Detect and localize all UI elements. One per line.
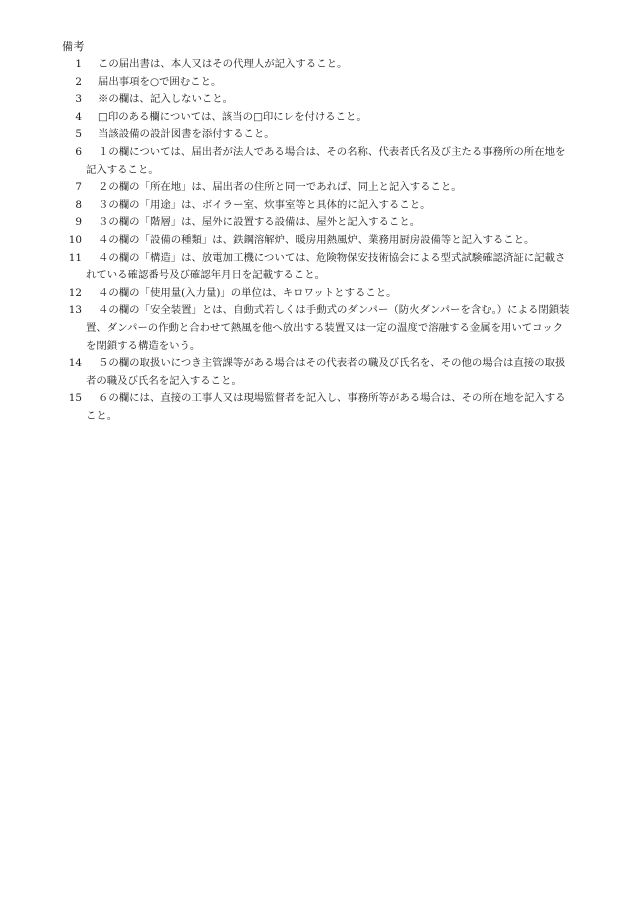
note-item <box>62 214 572 232</box>
note-number: 13 <box>68 304 82 317</box>
note-item <box>62 91 572 109</box>
notes-heading: 備考 <box>62 40 85 53</box>
note-text: ４の欄の「使用量(入力量)」の単位は、キロワットとすること。 <box>98 286 397 299</box>
note-number: 10 <box>68 233 82 246</box>
note-item <box>62 197 572 215</box>
note-number: 1 <box>75 58 82 70</box>
note-item <box>62 232 572 250</box>
note-text: □印のある欄については、該当の□印にレを付けること。 <box>98 110 367 123</box>
note-item <box>62 390 572 425</box>
note-item <box>62 250 572 285</box>
note-text: 当該設備の設計図書を添付すること。 <box>98 128 275 141</box>
note-text: ３の欄の「用途」は、ボイラー室、炊事室等と具体的に記入すること。 <box>98 198 431 211</box>
note-number: 5 <box>75 128 82 141</box>
note-text: ４の欄の「安全装置」とは、自動式若しくは手動式のダンパー（防火ダンパーを含む。）による閉鎖装置、ダンパーの作動と合わせて熱風を他へ放出する装置又は一定の温度で溶融する金属を用いてコックを閉鎖する構造をいう。 <box>86 304 570 352</box>
note-text: 届出事項を○で囲むこと。 <box>98 75 222 88</box>
note-number: 3 <box>75 93 82 106</box>
note-number: 7 <box>75 181 82 194</box>
note-number: 11 <box>68 251 82 264</box>
note-number: 8 <box>75 198 82 211</box>
note-number: 2 <box>75 75 82 88</box>
note-text: ２の欄の「所在地」は、届出者の住所と同一であれば、同上と記入すること。 <box>98 181 462 194</box>
notes-list <box>62 56 572 425</box>
note-item <box>62 144 572 179</box>
note-item <box>62 109 572 127</box>
note-number: 15 <box>68 392 82 405</box>
note-item <box>62 355 572 390</box>
note-item <box>62 285 572 303</box>
note-number: 9 <box>75 216 82 229</box>
note-number: 4 <box>75 110 82 123</box>
note-item <box>62 74 572 92</box>
note-item <box>62 179 572 197</box>
note-item <box>62 56 572 74</box>
note-text: ４の欄の「構造」は、放電加工機については、危険物保安技術協会による型式試験確認済証に記載されている確認番号及び確認年月日を記載すること。 <box>86 251 566 282</box>
note-number: 14 <box>68 357 82 370</box>
note-item <box>62 302 572 355</box>
note-text: ６の欄には、直接の工事人又は現場監督者を記入し、事務所等がある場合は、その所在地を記入すること。 <box>86 392 566 422</box>
note-text: １の欄については、届出者が法人である場合は、その名称、代表者氏名及び主たる事務所の所在地を記入すること。 <box>86 145 566 176</box>
note-number: 12 <box>68 286 82 299</box>
note-text: この届出書は、本人又はその代理人が記入すること。 <box>98 58 348 70</box>
note-text: ４の欄の「設備の種類」は、鉄鋼溶解炉、暖房用熱風炉、業務用厨房設備等と記入すること。 <box>98 233 535 246</box>
note-text: ※の欄は、記入しないこと。 <box>98 93 234 106</box>
note-item <box>62 126 572 144</box>
note-text: ５の欄の取扱いにつき主管課等がある場合はその代表者の職及び氏名を、その他の場合は直接の取扱者の職及び氏名を記入すること。 <box>86 357 566 387</box>
note-number: 6 <box>75 145 82 158</box>
note-text: ３の欄の「階層」は、屋外に設置する設備は、屋外と記入すること。 <box>98 216 421 229</box>
